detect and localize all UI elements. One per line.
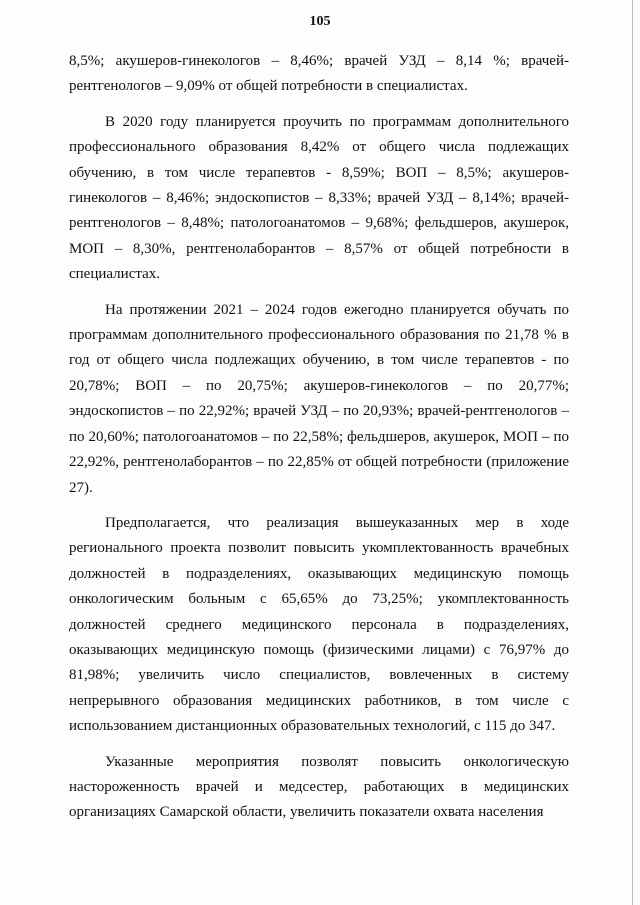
page-number: 105 — [309, 14, 331, 29]
paragraph-measures-effect: Указанные мероприятия позволят повысить онкологическую настороженность врачей и медсестер, работающих в медицинских организациях Самарской области, увеличить показатели охвата населения — [69, 753, 569, 821]
paragraph-2021-2024-training: На протяжении 2021 – 2024 годов ежегодно планируется обучать по программам дополнительного профессионального образования по 21,78 % в год от общего числа подлежащих обучению, в том числе терапевтов - по 20,78%; ВОП – по 20,75%; акушеров-гинекологов – по 20,77%; эндоскопистов – по 22,92%; врачей УЗД – по 20,93%; врачей-рентгенологов – по 20,60%; патологоанатомов – по 22,58%; фельдшеров, акушерок, МОП – по 22,92%, рентгенолаборантов – по 22,85% от общей потребности (приложение 27). — [69, 301, 569, 496]
document-body — [69, 49, 569, 836]
page-edge-line — [632, 0, 633, 905]
paragraph-expected-results: Предполагается, что реализация вышеуказанных мер в ходе регионального проекта позволит повысить укомплектованность врачебных должностей в подразделениях, оказывающих медицинскую помощь онкологическим больным с 65,65% до 73,25%; укомплектованность должностей среднего медицинского персонала в подразделениях, оказывающих медицинскую помощь (физическими лицами) с 76,97% до 81,98%; увеличить число специалистов, вовлеченных в систему непрерывного образования медицинских работников, в том числе с использованием дистанционных образовательных технологий, с 115 до 347. — [69, 514, 569, 735]
paragraph-continuation: 8,5%; акушеров-гинекологов – 8,46%; врачей УЗД – 8,14 %; врачей-рентгенологов – 9,09% от общей потребности в специалистах. — [69, 53, 569, 95]
paragraph-2020-training: В 2020 году планируется проучить по программам дополнительного профессионального образования 8,42% от общего числа подлежащих обучению, в том числе терапевтов - 8,59%; ВОП – 8,5%; акушеров-гинекологов – 8,46%; эндоскопистов – 8,33%; врачей УЗД – 8,14%; врачей-рентгенологов – 8,48%; патологоанатомов – 9,68%; фельдшеров, акушерок, МОП – 8,30%, рентгенолаборантов – 8,57% от общей потребности в специалистах. — [69, 113, 569, 283]
